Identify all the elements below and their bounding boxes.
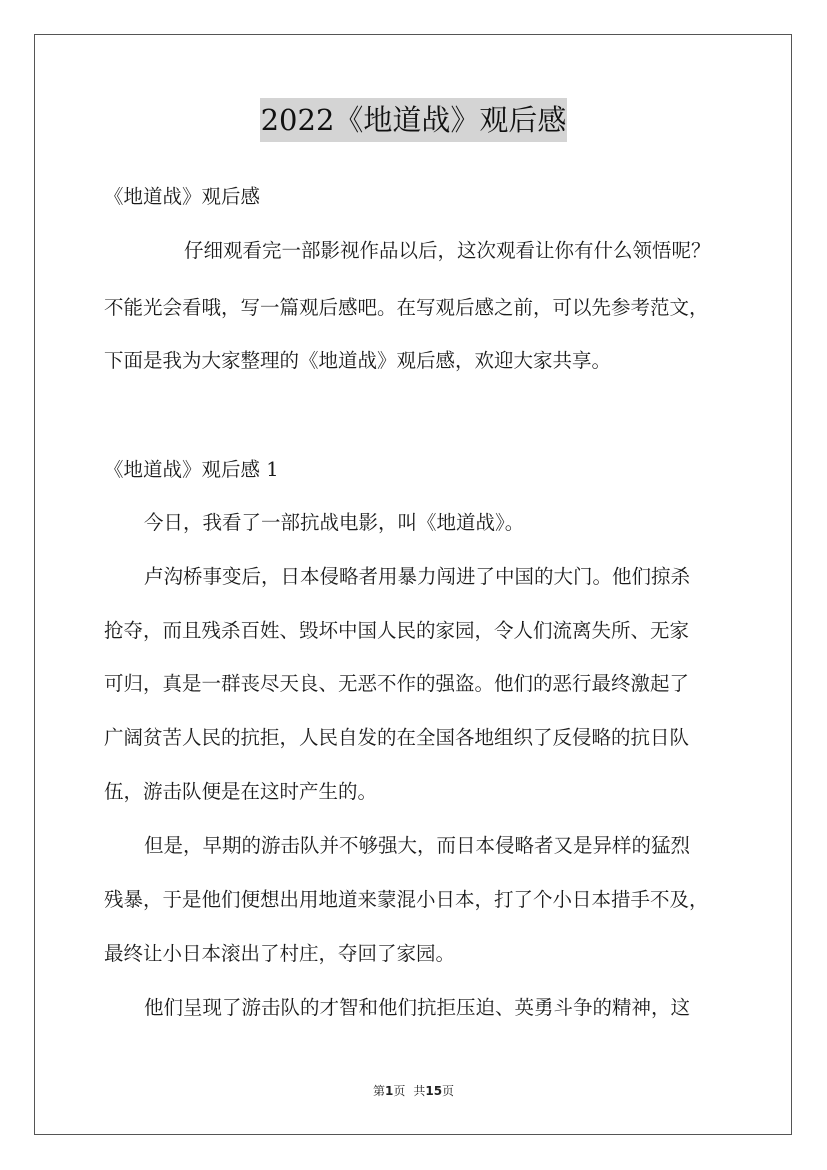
page-prefix: 第 <box>372 1084 385 1098</box>
intro-line: 不能光会看哦，写一篇观后感吧。在写观后感之前，可以先参考范文， <box>104 296 709 319</box>
intro-line: 下面是我为大家整理的《地道战》观后感，欢迎大家共享。 <box>104 349 612 372</box>
document-title: 2022《地道战》观后感 <box>260 98 568 142</box>
page-unit: 页 <box>393 1084 406 1098</box>
total-unit: 页 <box>442 1084 455 1098</box>
document-subtitle: 《地道战》观后感 <box>104 185 261 208</box>
title-container <box>0 98 827 142</box>
total-pages: 15 <box>425 1084 443 1098</box>
body-line: 残暴，于是他们便想出用地道来蒙混小日本，打了个小日本措手不及， <box>104 888 709 911</box>
body-line: 抢夺，而且残杀百姓、毁坏中国人民的家园，令人们流离失所、无家 <box>104 619 690 642</box>
body-line: 今日，我看了一部抗战电影，叫《地道战》。 <box>144 511 525 534</box>
body-line: 最终让小日本滚出了村庄，夺回了家园。 <box>104 942 456 965</box>
body-line: 他们呈现了游击队的才智和他们抗拒压迫、英勇斗争的精神，这 <box>144 996 691 1019</box>
body-line: 可归，真是一群丧尽天良、无恶不作的强盗。他们的恶行最终激起了 <box>104 672 690 695</box>
page-footer <box>0 1082 827 1099</box>
intro-line: 仔细观看完一部影视作品以后，这次观看让你有什么领悟呢？ <box>184 239 711 262</box>
total-prefix: 共 <box>413 1084 426 1098</box>
section-heading: 《地道战》观后感 1 <box>104 458 279 481</box>
body-line: 伍，游击队便是在这时产生的。 <box>104 780 378 803</box>
body-line: 但是，早期的游击队并不够强大，而日本侵略者又是异样的猛烈 <box>144 834 691 857</box>
page-number: 1 <box>384 1084 394 1098</box>
body-line: 广阔贫苦人民的抗拒，人民自发的在全国各地组织了反侵略的抗日队 <box>104 726 690 749</box>
body-line: 卢沟桥事变后，日本侵略者用暴力闯进了中国的大门。他们掠杀 <box>144 565 691 588</box>
